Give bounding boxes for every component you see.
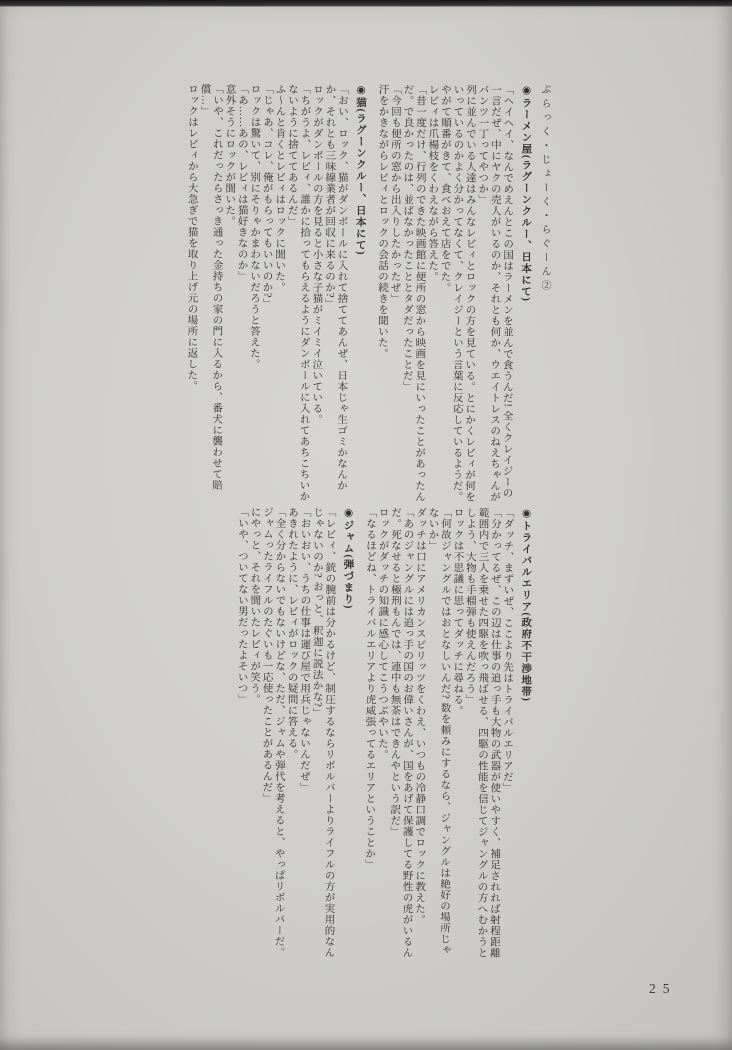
section-heading: ◉ラーメン屋(ラグーンクルー、日本にて) — [519, 84, 532, 302]
paragraph: あきれたように、レビィがロックの疑問に答える。 — [286, 506, 299, 760]
paragraph: 「じゃあ、コレ、俺がもらってもいいのか?」 — [261, 83, 274, 309]
paragraph: ロックはレビィから大急ぎで猫を取り上げ元の場所に返した。 — [186, 83, 199, 392]
paragraph: にやっと、それを聞いたレビィが笑う。 — [249, 506, 261, 705]
section-body — [362, 507, 513, 965]
section-heading: ◉猫(ラグーンクルー、日本にて) — [354, 83, 367, 256]
paragraph: 「おいおい、うちの仕事は運び屋で用兵じゃないんだぜ」 — [298, 506, 311, 793]
paragraph: 「今回も便所の窓から出入りしたかったぜ」 — [389, 84, 402, 305]
scan-edge-artifact — [0, 0, 732, 7]
paragraph: ロックがダッチの知識に感心してこうつぶやいた。 — [376, 506, 389, 761]
paragraph: 「昔一度だけ、行列のできた映画館に便所の窓から映画を見にいったことがあったんだ。で良かったのは、並ばなかったこととタダだったことだ」 — [401, 84, 427, 503]
section-ramen-shop — [375, 84, 534, 508]
paragraph: 「ヘイヘイ、なんでめえんとこの国はラーメンを並んで食うんだ! 全くクレイジーの一言だぜ、中にヤクの売人がいるのか、それとも何か、ウエイトレスのねえちゃんがパンツ一丁ってやつか」 — [477, 84, 514, 503]
paragraph: レビィは爪楊枝をくわえながら答えた。 — [427, 84, 439, 283]
section-heading: ◉ジャム(弾づまり) — [342, 506, 354, 610]
page-number: 25 — [649, 981, 677, 996]
paragraph: 「あ……あの、レビィは猫好きなのか」 — [236, 83, 249, 282]
paragraph: 「レビィ、銃の腕前は分かるけど、制圧するならリボルバーよりライフルの方が実用的なんじゃないのか? おっと、釈迦に説法かな?」 — [311, 506, 336, 958]
paragraph: 意外そうにロックが聞いた。 — [224, 83, 236, 227]
paragraph: ロックは驚いて、別にそりゃかまわないだろうと答えた。 — [248, 83, 261, 370]
paragraph: 列に並んでいる人達はみんなレビィとロックの方を見ている。とにかくレビィが何をいっているのかよく分かってなくて、クレイジーという言葉に反応しているようだ。やがて順番がきて、食べおえて店をでた。 — [439, 84, 477, 503]
paragraph: 「あのジャングルには追っ手の国のお偉いさんが、国をあげて保護してる野性の虎がいるんだ。死なせると極刑もんでは、連中も無茶はできんやという訳だ」 — [389, 507, 414, 959]
paragraph: 「ダッチ、まずいぜ、ここより先はトライバルエリアだ」 — [501, 507, 514, 794]
section-tribal-area — [362, 507, 533, 965]
section-body — [375, 84, 514, 508]
scan-edge-artifact — [0, 1036, 732, 1050]
paragraph: 「おい、ロック、猫がダンボールに入れて捨ててあんぜ、日本じゃ生ゴミかなんかか、それとも三味線業者が回収に来るのか?」 — [323, 83, 349, 491]
section-cat — [184, 83, 368, 507]
section-jam — [234, 507, 355, 965]
section-heading: ◉トライバルエリア(政府不干渉地帯) — [520, 507, 532, 702]
paragraph: 汗をかきながらレビィとロックの会話の続きを聞いた。 — [376, 83, 389, 360]
paragraph: 「なるほどね、トライバルエリアより虎威張ってるエリアということか」 — [364, 506, 377, 870]
paragraph: ロックは不思議に思ってダッチに尋ねる。 — [452, 507, 464, 717]
paragraph: 「何故ジャングルではおとなしいんだ? 数を頼みにするなら、ジャングルは絶好の場所じゃないか」 — [427, 507, 452, 956]
paragraph: ロックがダンボールの方を見ると小さな子猫がミイミイ泣いている。 — [311, 83, 324, 425]
text-block-top — [186, 83, 533, 509]
section-body — [184, 83, 348, 507]
booklet-title: ぶらっく・じょーく・らぐーん② — [539, 84, 550, 294]
paragraph: ふ〜んと肯くとレビィはロックに聞いた。 — [274, 83, 286, 293]
paragraph: 「分かってるぜ、この辺は仕事の追っ手も大物の武器が使いやすく、補足されれば射程距離範囲内で三人を乗せた四駆を吹っ飛ばせる、四駆の性能を信じてジャングルの方へむかうとしよう、大物も手榴弾も使えんだろう」 — [464, 507, 502, 959]
text-block-bottom — [224, 507, 533, 966]
paragraph: 「全く分からないでもないけどな、ただ、ジャムや弾代を考えると、やっぱリボルバーだ。ジャムったライフルのたぐいも一応使ったことがあるんだ」 — [261, 506, 286, 958]
paragraph: ダッチは口にアメリカンスピリッツをくわえ、いつもの冷静口調でロックに教えた。 — [414, 507, 427, 926]
paragraph: 「ちがうよ、レビィ、誰かに拾ってもらえるようにダンボールに入れてあちこちいかないように捨ててあるんだ」 — [286, 83, 311, 502]
paragraph: 「いや、ついてない男だったよそいつ」 — [236, 506, 249, 705]
section-body — [234, 507, 335, 965]
paragraph: 「いや、これだったらさっき通った金持ちの家の門に入るから、番犬に襲わせて賠償…」 — [199, 83, 224, 491]
